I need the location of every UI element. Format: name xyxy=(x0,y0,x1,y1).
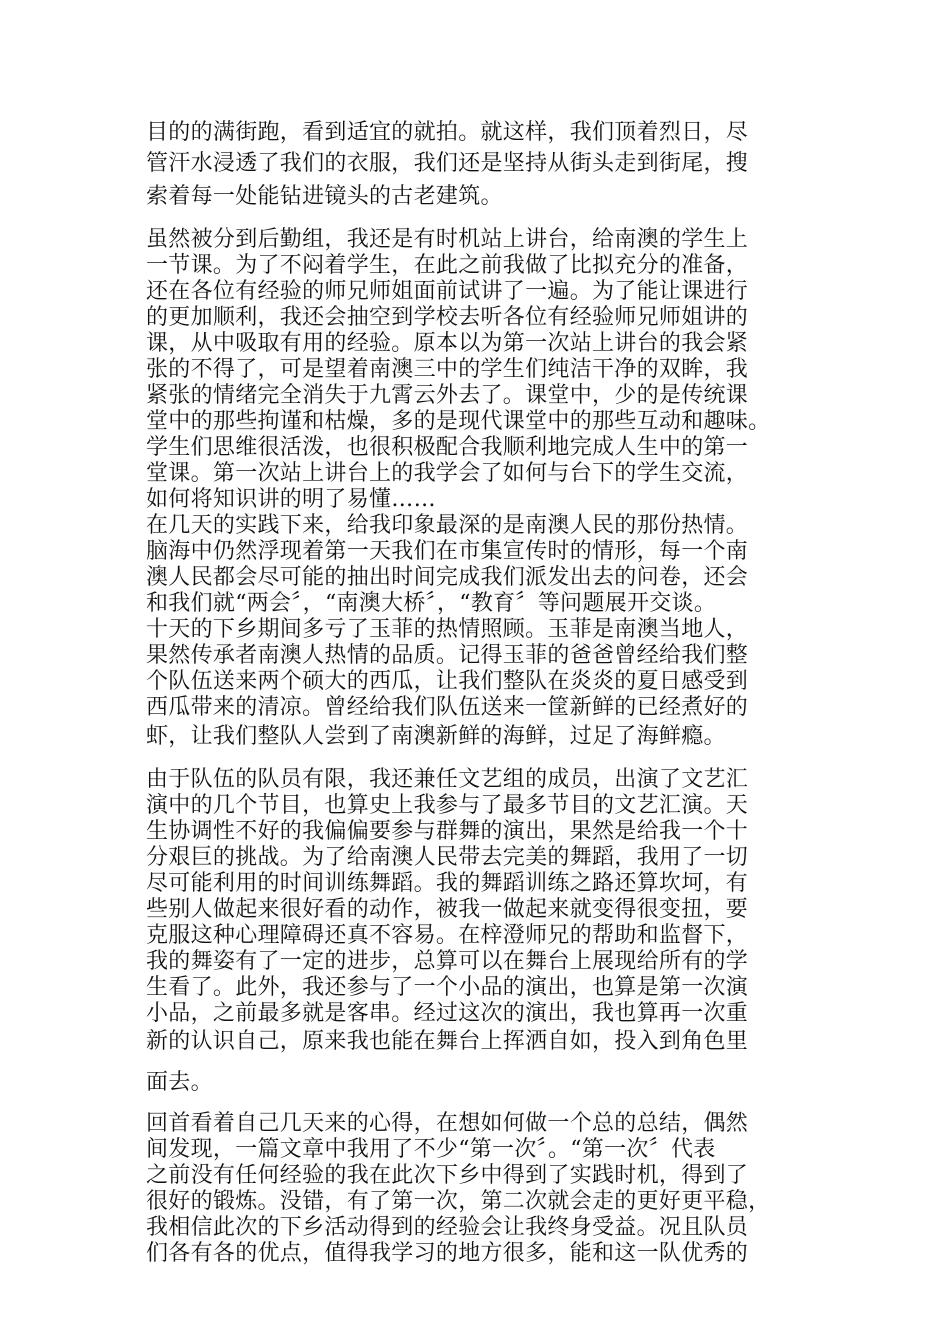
text-line: 堂课。第一次站上讲台上的我学会了如何与台下的学生交流， xyxy=(146,461,749,486)
text-line: 课，从中吸取有用的经验。原本以为第一次站上讲台的我会紧 xyxy=(146,331,749,356)
text-line: 之前没有任何经验的我在此次下乡中得到了实践时机，得到了 xyxy=(146,1163,749,1188)
text-line: 索着每一处能钻进镜头的古老建筑。 xyxy=(146,184,503,209)
text-line: 如何将知识讲的明了易懂…… xyxy=(146,487,436,512)
text-line: 我相信此次的下乡活动得到的经验会让我终身受益。况且队员 xyxy=(146,1215,749,1240)
text-line: 些别人做起来很好看的动作，被我一做起来就变得很变扭，要 xyxy=(146,897,749,922)
text-line: 小品，之前最多就是客串。经过这次的演出，我也算再一次重 xyxy=(146,1001,749,1026)
text-line: 学生们思维很活泼，也很积极配合我顺利地完成人生中的第一 xyxy=(146,435,749,460)
text-line: 虾，让我们整队人尝到了南澳新鲜的海鲜，过足了海鲜瘾。 xyxy=(146,724,726,749)
text-line: 西瓜带来的清凉。曾经给我们队伍送来一筐新鲜的已经煮好的 xyxy=(146,695,749,720)
text-line: 张的不得了，可是望着南澳三中的学生们纯洁干净的双眸，我 xyxy=(146,357,749,382)
text-line: 堂中的那些拘谨和枯燥，多的是现代课堂中的那些互动和趣味。 xyxy=(146,409,771,434)
text-line: 克服这种心理障碍还真不容易。在梓澄师兄的帮助和监督下， xyxy=(146,923,749,948)
text-line: 很好的锻炼。没错，有了第一次，第二次就会走的更好更平稳， xyxy=(146,1189,771,1214)
text-line: 十天的下乡期间多亏了玉菲的热情照顾。玉菲是南澳当地人， xyxy=(146,617,749,642)
text-line: 分艰巨的挑战。为了给南澳人民带去完美的舞蹈，我用了一切 xyxy=(146,845,749,870)
text-line: 的更加顺利，我还会抽空到学校去听各位有经验师兄师姐讲的 xyxy=(146,305,749,330)
text-line: 回首看着自己几天来的心得，在想如何做一个总的总结，偶然 xyxy=(146,1111,749,1136)
text-line: 由于队伍的队员有限，我还兼任文艺组的成员，出演了文艺汇 xyxy=(146,767,749,792)
text-line: 面去。 xyxy=(146,1070,213,1095)
text-line: 虽然被分到后勤组，我还是有时机站上讲台，给南澳的学生上 xyxy=(146,227,749,252)
text-line: 演中的几个节目，也算史上我参与了最多节目的文艺汇演。天 xyxy=(146,793,749,818)
text-line: 一节课。为了不闷着学生，在此之前我做了比拟充分的准备， xyxy=(146,253,749,278)
text-line: 还在各位有经验的师兄师姐面前试讲了一遍。为了能让课进行 xyxy=(146,279,749,304)
text-line: 管汗水浸透了我们的衣服，我们还是坚持从街头走到街尾，搜 xyxy=(146,151,749,176)
text-line: 和我们就“两会〞，“南澳大桥〞，“教育〞等问题展开交谈。 xyxy=(146,591,717,616)
text-line: 们各有各的优点，值得我学习的地方很多，能和这一队优秀的 xyxy=(146,1241,749,1266)
text-line: 在几天的实践下来，给我印象最深的是南澳人民的那份热情。 xyxy=(146,513,749,538)
text-line: 目的的满街跑，看到适宜的就拍。就这样，我们顶着烈日，尽 xyxy=(146,120,749,145)
text-line: 间发现，一篇文章中我用了不少“第一次〞。“第一次〞代表 xyxy=(146,1137,716,1162)
text-line: 紧张的情绪完全消失于九霄云外去了。课堂中，少的是传统课 xyxy=(146,383,749,408)
text-line: 果然传承者南澳人热情的品质。记得玉菲的爸爸曾经给我们整 xyxy=(146,643,749,668)
text-line: 个队伍送来两个硕大的西瓜，让我们整队在炎炎的夏日感受到 xyxy=(146,669,749,694)
text-line: 脑海中仍然浮现着第一天我们在市集宣传时的情形，每一个南 xyxy=(146,539,749,564)
text-line: 尽可能利用的时间训练舞蹈。我的舞蹈训练之路还算坎坷，有 xyxy=(146,871,749,896)
text-line: 生看了。此外，我还参与了一个小品的演出，也算是第一次演 xyxy=(146,975,749,1000)
text-line: 我的舞姿有了一定的进步，总算可以在舞台上展现给所有的学 xyxy=(146,949,749,974)
text-line: 澳人民都会尽可能的抽出时间完成我们派发出去的问卷，还会 xyxy=(146,565,749,590)
text-line: 新的认识自己，原来我也能在舞台上挥洒自如，投入到角色里 xyxy=(146,1029,749,1054)
text-line: 生协调性不好的我偏偏要参与群舞的演出，果然是给我一个十 xyxy=(146,819,749,844)
